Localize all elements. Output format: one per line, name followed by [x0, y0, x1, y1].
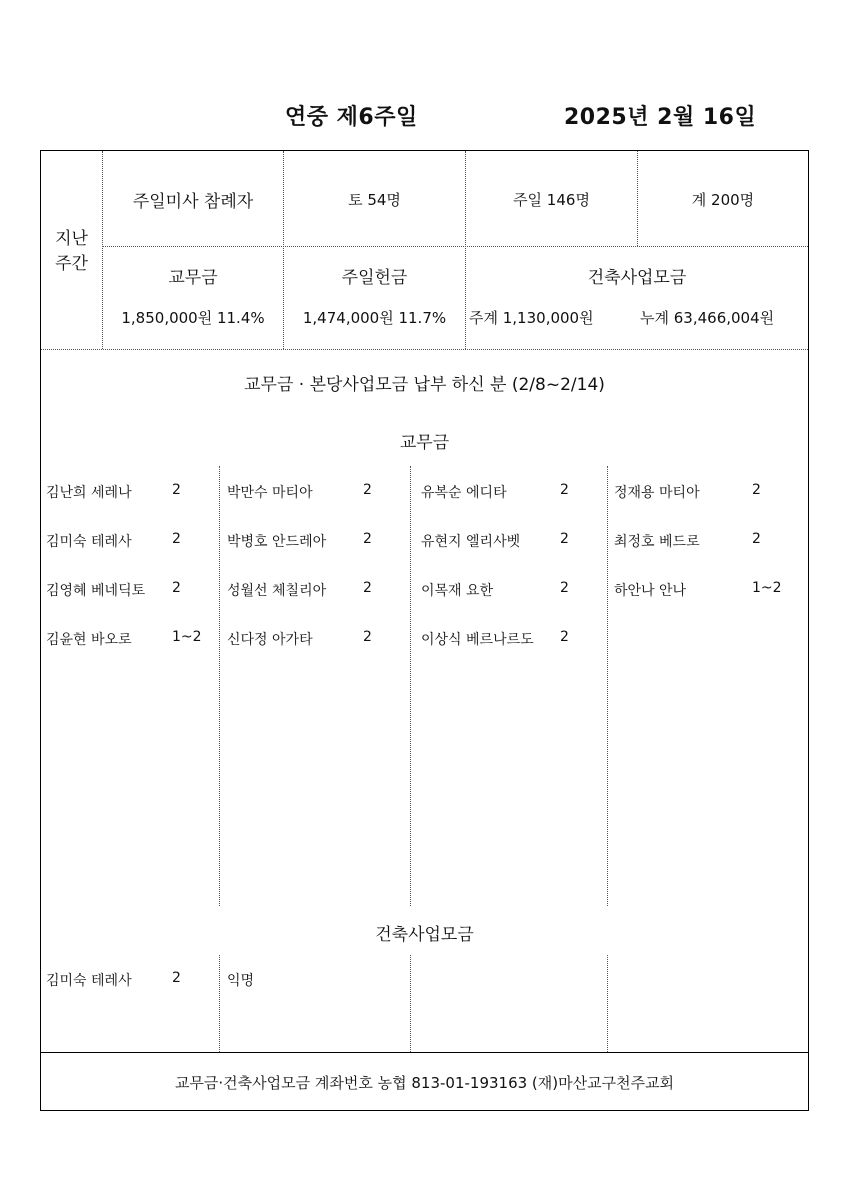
donor-months: 2	[363, 580, 372, 596]
donor-months: 1~2	[172, 629, 202, 645]
divider	[41, 349, 808, 350]
total-attendance: 계 200명	[691, 191, 755, 209]
donor-months: 2	[172, 970, 181, 986]
donor-name: 김윤현 바오로	[46, 632, 132, 648]
diocese-fund-heading: 교무금	[399, 433, 450, 453]
donor-months: 2	[560, 531, 569, 547]
column-divider	[410, 466, 411, 906]
donor-name: 이목재 요한	[421, 583, 494, 599]
donor-months: 2	[363, 531, 372, 547]
divider	[465, 151, 466, 349]
donor-months: 2	[752, 531, 761, 547]
donor-months: 2	[752, 482, 761, 498]
donor-name: 성월선 체칠리아	[227, 583, 327, 599]
donor-name: 김미숙 테레사	[46, 973, 132, 989]
footer-divider	[41, 1052, 808, 1053]
sunday-offering-value: 1,474,000원 11.7%	[302, 309, 447, 327]
building-fund-label: 건축사업모금	[587, 268, 687, 288]
donor-name: 최정호 베드로	[614, 534, 700, 550]
liturgical-week-title: 연중 제6주일	[285, 105, 418, 130]
donor-name: 유현지 엘리사벳	[421, 534, 521, 550]
building-fund-cumulative: 누계 63,466,004원	[640, 309, 775, 327]
donor-months: 2	[363, 482, 372, 498]
donor-name: 박병호 안드레아	[227, 534, 327, 550]
donor-months: 2	[560, 580, 569, 596]
donor-name: 김난희 세레나	[46, 485, 132, 501]
donor-months: 2	[363, 629, 372, 645]
donor-name: 박만수 마티아	[227, 485, 313, 501]
donor-months: 1~2	[752, 580, 782, 596]
donor-months: 2	[560, 629, 569, 645]
label-line: 주간	[55, 254, 88, 274]
column-divider	[607, 955, 608, 1052]
donor-name: 익명	[227, 973, 255, 989]
donor-name: 신다정 아가타	[227, 632, 313, 648]
column-divider	[219, 955, 220, 1052]
building-fund-heading: 건축사업모금	[375, 925, 474, 945]
donor-months: 2	[172, 580, 181, 596]
saturday-attendance: 토 54명	[348, 191, 401, 209]
last-week-label	[41, 224, 102, 274]
building-fund-weekly: 주계 1,130,000원	[469, 309, 594, 327]
donor-name: 김영혜 베네딕토	[46, 583, 146, 599]
column-divider	[410, 955, 411, 1052]
label-line: 지난	[55, 229, 88, 249]
donor-name: 김미숙 테레사	[46, 534, 132, 550]
donor-section-title: 교무금 · 본당사업모금 납부 하신 분 (2/8~2/14)	[244, 375, 605, 395]
sunday-attendance: 주일 146명	[513, 191, 590, 209]
diocese-fund-value: 1,850,000원 11.4%	[121, 309, 265, 327]
attendance-label: 주일미사 참례자	[132, 192, 254, 212]
account-info: 교무금·건축사업모금 계좌번호 농협 813-01-193163 (재)마산교구천주교회	[174, 1074, 675, 1092]
donor-name: 하안나 안나	[614, 583, 687, 599]
donor-name: 유복순 에디타	[421, 485, 507, 501]
donor-months: 2	[560, 482, 569, 498]
donor-name: 이상식 베르나르도	[421, 632, 534, 648]
diocese-fund-label: 교무금	[168, 268, 218, 288]
column-divider	[219, 466, 220, 906]
donor-months: 2	[172, 482, 181, 498]
column-divider	[607, 466, 608, 906]
sunday-offering-label: 주일헌금	[341, 268, 408, 288]
donor-months: 2	[172, 531, 181, 547]
bulletin-date: 2025년 2월 16일	[564, 105, 757, 130]
divider	[102, 246, 808, 247]
donor-name: 정재용 마티아	[614, 485, 700, 501]
